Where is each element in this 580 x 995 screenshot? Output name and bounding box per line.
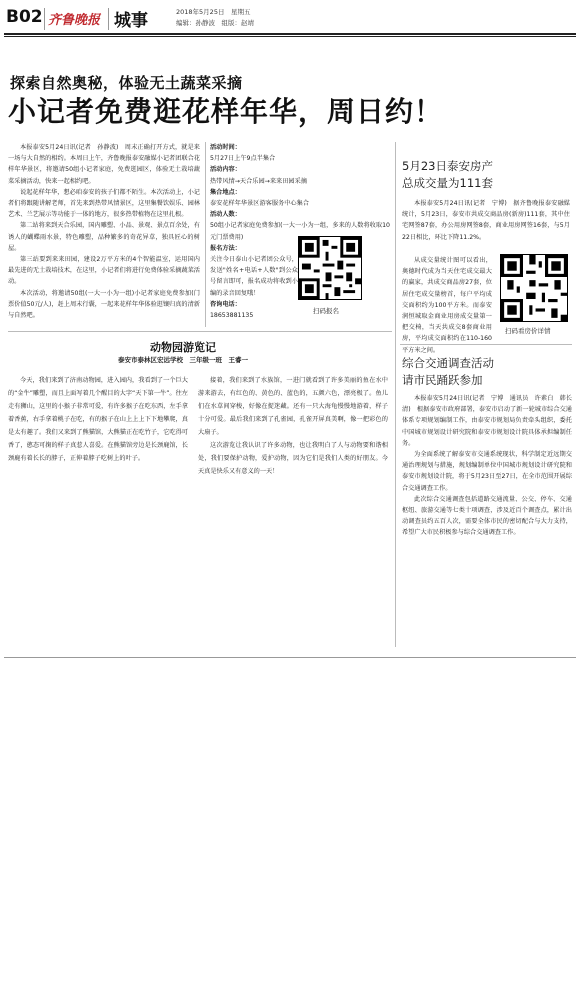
housing-qr-code[interactable]	[500, 254, 568, 322]
housing-headline	[402, 158, 493, 192]
traffic-headline-line1: 综合交通调查活动	[402, 356, 494, 370]
activity-place-label: 集合地点：	[210, 188, 241, 196]
header-divider	[108, 8, 109, 30]
housing-qr-caption: 扫码看房价详情	[505, 327, 551, 335]
header-rule	[4, 36, 576, 37]
signup-qr-code[interactable]	[298, 236, 362, 300]
traffic-body	[402, 393, 572, 645]
activity-route-label: 活动内容：	[210, 166, 241, 174]
column-divider	[205, 142, 206, 327]
signup-qr-caption: 扫码报名	[313, 307, 339, 315]
header-divider	[44, 8, 45, 30]
section-divider	[400, 344, 572, 345]
zoo-essay-column-2	[198, 374, 388, 649]
issue-date: 2018年5月25日 星期五	[176, 8, 251, 16]
zoo-essay-paragraph-2: 接着，我们来到了水族馆，一进门就看到了许多美丽的鱼在水中游来游去，有红色的、黄色的、蓝色的，五颜六色，漂亮极了。鱼儿们在水草间穿梭，好像在捉迷藏。还有一只大海龟慢慢地游着，样子十分可爱。最后我们来到了孔雀园，孔雀开屏真美啊，像一把彩色的大扇子。	[198, 377, 388, 436]
lead-paragraph-5: 本次活动，将邀请50组(一大一小为一组)小记者家庭免费参加(门票价值50元/人)，赶上周末行囊，一起来花样年华体验逛镶归真的清新与自然吧。	[8, 289, 200, 320]
housing-body	[402, 198, 570, 254]
lead-paragraph: 本报泰安5月24日讯(记者 孙静波) 周末正确打开方式，就是来一场与大自然的相约。本周日上午，齐鲁晚报泰安融媒小记者团联合花样年华景区，将邀请50组小记者家庭，免费逛园区，体验无土栽培蔬菜采摘活动，快来一起相约吧。	[8, 144, 200, 185]
lead-story-body	[8, 142, 200, 330]
page-number: B02	[6, 7, 43, 27]
section-name: 城事	[114, 11, 148, 31]
activity-route-value: 热带风情→天合乐园→来来田园采摘	[210, 177, 307, 185]
qr-code-icon	[501, 255, 567, 321]
editors-line: 编辑：孙静波 组版：赵靖	[176, 19, 254, 27]
activity-place-value: 泰安花样年华景区游客服务中心集合	[210, 200, 309, 208]
traffic-paragraph-2: 为全面系统了解泰安市交通系统现状，科学制定近远期交通治理规划与措施，规划编制单位中国城市规划设计研究院和泰安市规划设计院，将于5月23日至27日，在全市范围开展综合交通调查工作。	[402, 451, 572, 492]
lead-paragraph-4: 第三站要到来来田园，建设2万平方米的4个智能温室，运用国内最先进的无土栽培技术，在这里，小记者们将进行免费体验采摘蔬菜活动。	[8, 256, 200, 286]
lead-headline: 小记者免费逛花样年华，周日约！	[8, 95, 444, 128]
traffic-headline-line2: 请市民踊跃参加	[402, 373, 483, 387]
column-divider	[395, 142, 396, 647]
zoo-essay-paragraph-3: 这次游览让我认识了许多动物，也让我明白了人与动物要和谐相处，我们要保护动物，爱护动物，因为它们是我们人类的好朋友。今天真是快乐又有意义的一天！	[198, 442, 388, 475]
housing-paragraph-2: 从成交量统计图可以看出，奥德时代成为当天住宅成交最大的赢家，共成交商品房27套，位居住宅成交量榜首，每户平均成交面积约为100平方米。而泰安润恒城取金商业用房成交量第一把交椅，当天共成交8套商业用房，平均成交面积约在110-160平方米之间。	[402, 257, 492, 354]
zoo-essay-title: 动物园游览记	[150, 341, 216, 354]
traffic-paragraph-1: 本报泰安5月24日讯(记者 宁博 通讯员 许素白 韩长清) 根据泰安市政府部署，泰安市启动了新一轮城市综合交通体系专项规划编制工作，由泰安市规划局负责牵头组织，委托中国城市规划设计研究院和泰安市规划设计院具体承担编制任务。	[402, 395, 572, 447]
housing-body-2	[402, 255, 492, 354]
activity-time-value: 5月27日上午9点半集合	[210, 155, 276, 163]
phone-label: 咨询电话：	[210, 300, 241, 308]
zoo-essay-paragraph-1: 今天，我们来到了济南动物园，进入园内，我看到了一个巨大的“金牛”雕塑，而且上面写着几个醒目的大字“天下第一牛”。往左走有狮山，这里的小猴子非常可爱，有许多猴子在吃东西，左手拿着香蕉，右手拿着桃子在吃，有的猴子在山上上上下下地攀爬，真是太有趣了。我们又来到了熊猫馆，大熊猫正在吃竹子，它吃得可香了，憨态可掬的样子真惹人喜爱。在熊猫馆旁边是长颈鹿馆，长颈鹿有着长长的脖子，正伸着脖子吃树上的叶子。	[8, 377, 188, 462]
traffic-headline	[402, 355, 494, 389]
page-bottom-rule	[4, 657, 576, 658]
traffic-paragraph-3: 此次综合交通调查包括道路交通流量、公交、停车、交通枢纽、旅游交通等七类十项调查，涉及近百个调查点，累计出动调查员约五百人次，需要全体市民的密切配合与大力支持，希望广大市民积极参与综合交通调查工作。	[402, 495, 572, 537]
housing-paragraph-1: 本报泰安5月24日讯(记者 宁博) 据齐鲁晚报泰安融媒统计，5月23日，泰安市共成交商品房(新房)111套，其中住宅网签87套，办公用房网签8套，商业用房网签16套，与5月22日相比，环比下降11.2%。	[402, 200, 570, 241]
housing-headline-line2: 总成交量为111套	[402, 176, 493, 190]
housing-headline-line1: 5月23日泰安房产	[402, 159, 493, 173]
activity-time-label: 活动时间：	[210, 144, 241, 151]
qr-code-icon	[299, 237, 361, 299]
signup-label: 报名方法：	[210, 244, 241, 252]
activity-people-label: 活动人数：	[210, 211, 241, 219]
activity-people-value: 50组小记者家庭免费参加(一大一小为一组，多来的人数将收取10元门票费用)	[210, 222, 390, 241]
masthead-logo: 齐鲁晚报	[48, 13, 101, 28]
signup-value: 关注今日泰山小记者团公众号，发送"姓名+电话+人数"到公众号留言即可，报名成功将收到小编的录音回复哦！	[210, 256, 298, 297]
section-divider	[8, 331, 392, 332]
lead-paragraph-2: 说起花样年华，想必咱泰安的孩子们都不陌生。本次活动上，小记者们将跟随讲解老师，首先来到热带风情景区，这里集餐饮娱乐、园林艺术、兰艺展示等功能于一体的地方，很多热带植物在这里扎根。	[8, 188, 200, 219]
zoo-essay-byline: 泰安市泰林区宏远学校 三年级一班 王睿一	[118, 356, 248, 364]
lead-subhead: 探索自然奥秘，体验无土蔬菜采摘	[10, 74, 243, 92]
lead-paragraph-3: 第二站将来到天合乐园，国内雕塑、小品、景观、景点百余处，有诱人的蝴蝶雨水景，特色雕塑，品种繁多的奇花异草，独具匠心的树屋。	[8, 222, 200, 252]
header-rule	[4, 33, 576, 35]
zoo-essay-column-1	[8, 374, 188, 649]
phone-value: 18653881135	[210, 312, 254, 320]
